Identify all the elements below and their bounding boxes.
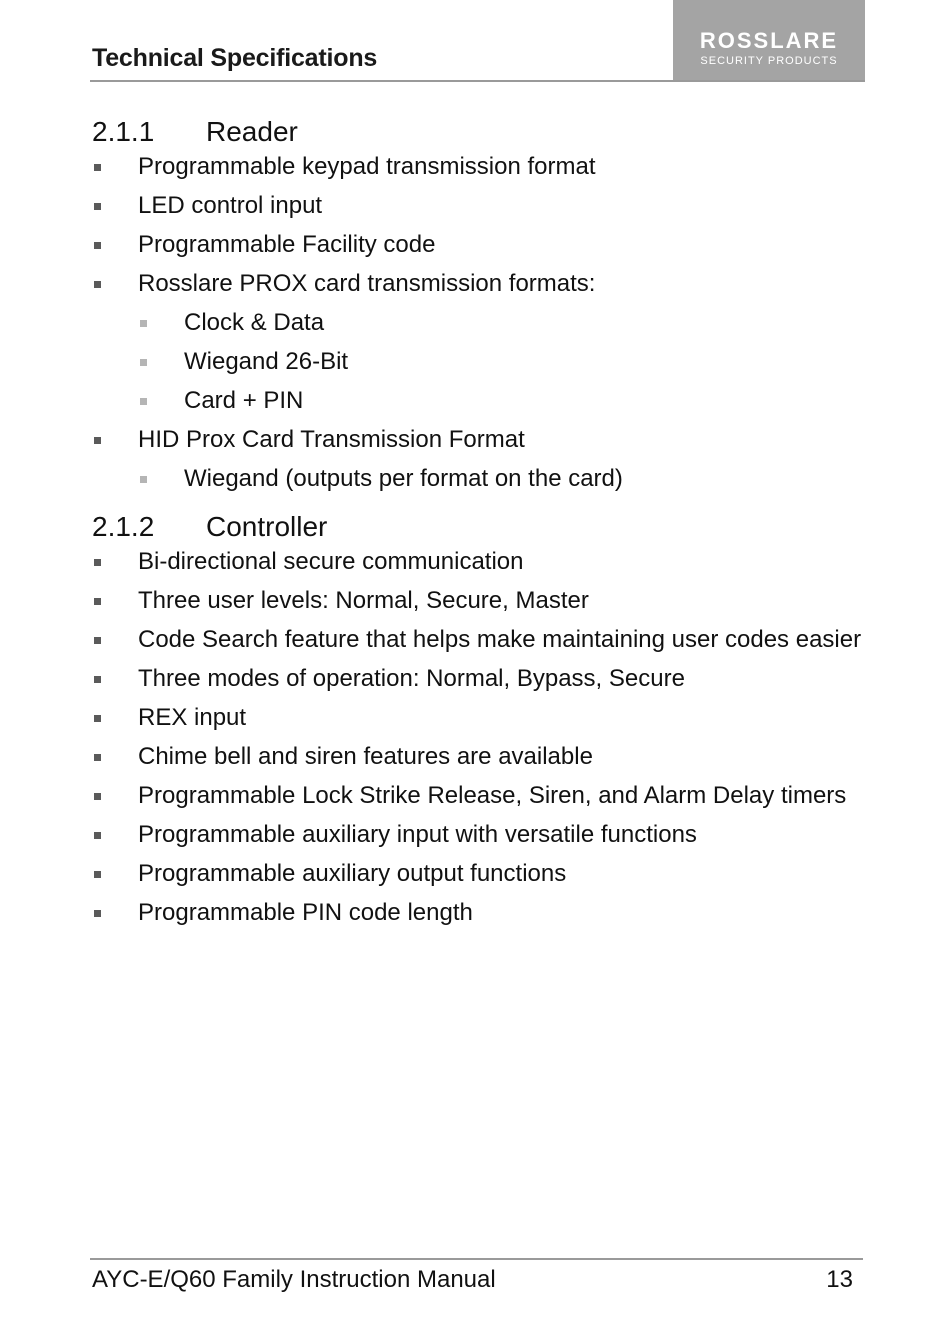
section-title: Controller	[206, 511, 328, 542]
bullet-icon	[140, 476, 147, 483]
page-header	[90, 0, 865, 82]
list-item	[92, 191, 862, 221]
list-item	[92, 586, 862, 616]
sub-list-item	[92, 464, 862, 494]
footer-divider	[90, 1258, 863, 1260]
list-item	[92, 703, 862, 733]
list-item-text: Code Search feature that helps make maintaining user codes easier	[138, 626, 862, 653]
list-item-text: Wiegand 26-Bit	[184, 348, 349, 375]
list-item	[92, 859, 862, 889]
list-item-text: LED control input	[138, 192, 323, 219]
bullet-icon	[140, 398, 147, 405]
bullet-icon	[94, 203, 101, 210]
bullet-icon	[94, 715, 101, 722]
section-title: Reader	[206, 116, 298, 147]
list-item-text: HID Prox Card Transmission Format	[138, 426, 525, 453]
list-item	[92, 742, 862, 772]
bullet-icon	[94, 676, 101, 683]
bullet-icon	[94, 793, 101, 800]
list-item-text: Clock & Data	[184, 309, 325, 336]
list-item	[92, 664, 862, 694]
list-item	[92, 230, 862, 260]
bullet-icon	[140, 359, 147, 366]
list-item-text: Three modes of operation: Normal, Bypass, Secure	[138, 665, 685, 692]
list-item-text: REX input	[138, 704, 247, 731]
sub-list-item	[92, 347, 862, 377]
list-item-text: Card + PIN	[184, 387, 304, 414]
list-item-text: Bi-directional secure communication	[138, 548, 524, 575]
list-item	[92, 898, 862, 928]
section-heading	[92, 507, 862, 547]
list-item-text: Programmable Lock Strike Release, Siren, and Alarm Delay timers	[138, 782, 847, 809]
list-item	[92, 547, 862, 577]
list-item	[92, 269, 862, 299]
logo-tagline: SECURITY PRODUCTS	[700, 55, 838, 67]
section-heading	[92, 112, 862, 152]
list-item	[92, 625, 862, 655]
list-item	[92, 781, 862, 811]
bullet-icon	[94, 242, 101, 249]
rosslare-logo	[673, 0, 865, 82]
list-item-text: Wiegand (outputs per format on the card)	[184, 465, 623, 492]
bullet-icon	[94, 164, 101, 171]
bullet-icon	[140, 320, 147, 327]
list-item	[92, 152, 862, 182]
logo-name: ROSSLARE	[699, 28, 839, 53]
section-number: 2.1.1	[92, 116, 155, 147]
sub-list-item	[92, 386, 862, 416]
page-number: 13	[826, 1266, 853, 1293]
bullet-icon	[94, 754, 101, 761]
list-item	[92, 425, 862, 455]
bullet-icon	[94, 437, 101, 444]
bullet-icon	[94, 559, 101, 566]
list-item-text: Programmable auxiliary output functions	[138, 860, 567, 887]
list-item-text: Programmable PIN code length	[138, 899, 473, 926]
bullet-icon	[94, 832, 101, 839]
header-title: Technical Specifications	[92, 44, 378, 72]
header-divider	[90, 80, 865, 82]
list-item-text: Programmable Facility code	[138, 231, 436, 258]
list-item-text: Programmable keypad transmission format	[138, 153, 596, 180]
list-item-text: Three user levels: Normal, Secure, Master	[138, 587, 589, 614]
bullet-icon	[94, 871, 101, 878]
sub-list-item	[92, 308, 862, 338]
bullet-icon	[94, 598, 101, 605]
list-item-text: Programmable auxiliary input with versatile functions	[138, 821, 697, 848]
page-footer	[90, 1258, 863, 1293]
list-item-text: Rosslare PROX card transmission formats:	[138, 270, 596, 297]
section-number: 2.1.2	[92, 511, 155, 542]
page-content	[92, 112, 862, 937]
list-item	[92, 820, 862, 850]
list-item-text: Chime bell and siren features are available	[138, 743, 593, 770]
bullet-icon	[94, 910, 101, 917]
footer-manual-title: AYC-E/Q60 Family Instruction Manual	[92, 1266, 496, 1293]
bullet-icon	[94, 637, 101, 644]
bullet-icon	[94, 281, 101, 288]
